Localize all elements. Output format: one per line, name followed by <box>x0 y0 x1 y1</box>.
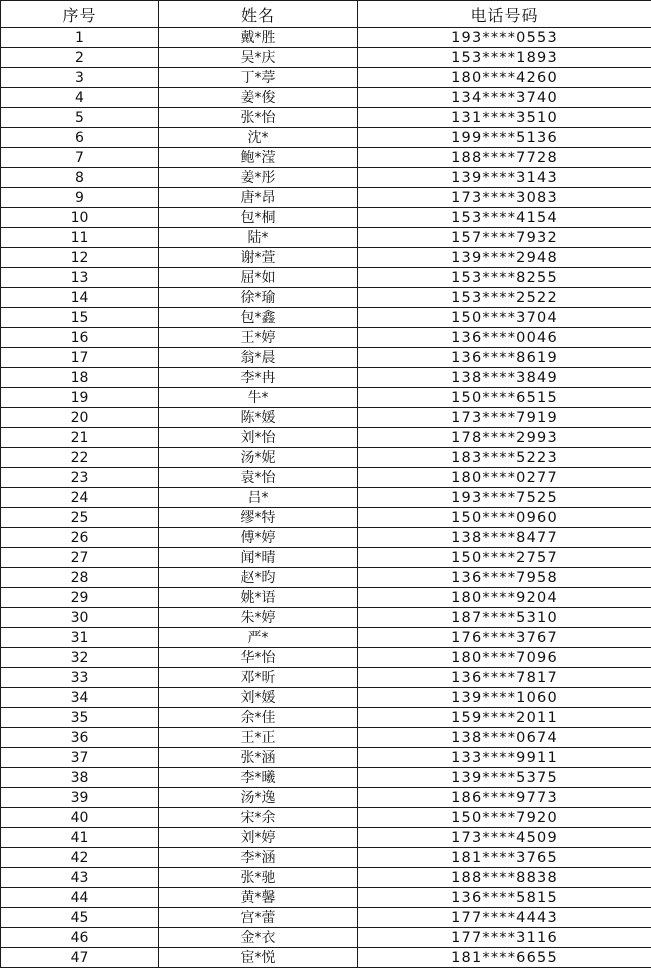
row-phone: 187****5310 <box>358 608 651 628</box>
row-name: 赵*昀 <box>159 568 358 588</box>
table-row <box>1 788 651 808</box>
row-phone: 139****3143 <box>358 168 651 188</box>
table-row <box>1 368 651 388</box>
table-row <box>1 608 651 628</box>
row-name: 李*涵 <box>159 848 358 868</box>
row-phone: 193****0553 <box>358 28 651 48</box>
table-row <box>1 248 651 268</box>
row-phone: 136****7958 <box>358 568 651 588</box>
table-row <box>1 548 651 568</box>
row-index: 17 <box>1 348 159 368</box>
table-row <box>1 428 651 448</box>
row-name: 牛* <box>159 388 358 408</box>
table-row <box>1 68 651 88</box>
row-name: 金*衣 <box>159 928 358 948</box>
table-row <box>1 668 651 688</box>
row-name: 吕* <box>159 488 358 508</box>
table-row <box>1 88 651 108</box>
row-index: 20 <box>1 408 159 428</box>
row-phone: 139****5375 <box>358 768 651 788</box>
table-row <box>1 728 651 748</box>
row-name: 张*驰 <box>159 868 358 888</box>
row-name: 包*鑫 <box>159 308 358 328</box>
row-name: 宋*余 <box>159 808 358 828</box>
row-name: 李*冉 <box>159 368 358 388</box>
table-row <box>1 508 651 528</box>
row-phone: 183****5223 <box>358 448 651 468</box>
row-index: 9 <box>1 188 159 208</box>
table-body <box>1 28 651 968</box>
table-row <box>1 228 651 248</box>
row-phone: 134****3740 <box>358 88 651 108</box>
row-phone: 153****4154 <box>358 208 651 228</box>
row-index: 40 <box>1 808 159 828</box>
table-row <box>1 688 651 708</box>
row-index: 33 <box>1 668 159 688</box>
row-index: 38 <box>1 768 159 788</box>
table-row <box>1 28 651 48</box>
row-index: 43 <box>1 868 159 888</box>
row-name: 丁*葶 <box>159 68 358 88</box>
row-phone: 133****9911 <box>358 748 651 768</box>
row-phone: 136****7817 <box>358 668 651 688</box>
table-row <box>1 568 651 588</box>
table-header <box>1 1 651 28</box>
row-phone: 178****2993 <box>358 428 651 448</box>
table-row <box>1 288 651 308</box>
row-name: 唐*昂 <box>159 188 358 208</box>
row-phone: 150****2757 <box>358 548 651 568</box>
row-name: 戴*胜 <box>159 28 358 48</box>
row-phone: 138****0674 <box>358 728 651 748</box>
table-row <box>1 168 651 188</box>
row-phone: 173****3083 <box>358 188 651 208</box>
row-name: 邓*昕 <box>159 668 358 688</box>
row-name: 鲍*滢 <box>159 148 358 168</box>
row-name: 徐*瑜 <box>159 288 358 308</box>
table-row <box>1 308 651 328</box>
row-index: 28 <box>1 568 159 588</box>
table-row <box>1 328 651 348</box>
row-phone: 181****6655 <box>358 948 651 968</box>
table-row <box>1 488 651 508</box>
row-phone: 150****3704 <box>358 308 651 328</box>
table-row <box>1 528 651 548</box>
table-row <box>1 448 651 468</box>
row-phone: 153****1893 <box>358 48 651 68</box>
table-row <box>1 868 651 888</box>
row-index: 10 <box>1 208 159 228</box>
row-name: 沈* <box>159 128 358 148</box>
table-row <box>1 148 651 168</box>
row-index: 21 <box>1 428 159 448</box>
row-index: 1 <box>1 28 159 48</box>
table-row <box>1 108 651 128</box>
row-index: 35 <box>1 708 159 728</box>
row-phone: 188****7728 <box>358 148 651 168</box>
table-row <box>1 808 651 828</box>
row-name: 姚*语 <box>159 588 358 608</box>
row-phone: 150****6515 <box>358 388 651 408</box>
row-index: 25 <box>1 508 159 528</box>
row-index: 2 <box>1 48 159 68</box>
row-index: 6 <box>1 128 159 148</box>
table-row <box>1 828 651 848</box>
row-name: 屈*如 <box>159 268 358 288</box>
row-index: 15 <box>1 308 159 328</box>
header-name: 姓名 <box>159 1 358 28</box>
row-index: 12 <box>1 248 159 268</box>
row-name: 张*涵 <box>159 748 358 768</box>
row-index: 11 <box>1 228 159 248</box>
row-phone: 186****9773 <box>358 788 651 808</box>
row-index: 14 <box>1 288 159 308</box>
row-name: 李*曦 <box>159 768 358 788</box>
row-phone: 150****7920 <box>358 808 651 828</box>
row-name: 陈*媛 <box>159 408 358 428</box>
row-index: 19 <box>1 388 159 408</box>
row-name: 严* <box>159 628 358 648</box>
table-row <box>1 188 651 208</box>
table-row <box>1 348 651 368</box>
row-name: 华*怡 <box>159 648 358 668</box>
row-index: 47 <box>1 948 159 968</box>
row-index: 24 <box>1 488 159 508</box>
table-row <box>1 128 651 148</box>
table-row <box>1 468 651 488</box>
row-phone: 176****3767 <box>358 628 651 648</box>
row-name: 刘*婷 <box>159 828 358 848</box>
row-index: 5 <box>1 108 159 128</box>
table-row <box>1 888 651 908</box>
row-phone: 177****4443 <box>358 908 651 928</box>
row-phone: 180****4260 <box>358 68 651 88</box>
row-index: 3 <box>1 68 159 88</box>
row-phone: 180****7096 <box>358 648 651 668</box>
row-phone: 136****0046 <box>358 328 651 348</box>
row-phone: 180****9204 <box>358 588 651 608</box>
header-index: 序号 <box>1 1 159 28</box>
row-name: 朱*婷 <box>159 608 358 628</box>
row-index: 32 <box>1 648 159 668</box>
row-index: 29 <box>1 588 159 608</box>
table-row <box>1 268 651 288</box>
row-phone: 139****2948 <box>358 248 651 268</box>
table-row <box>1 48 651 68</box>
row-name: 王*正 <box>159 728 358 748</box>
row-phone: 153****8255 <box>358 268 651 288</box>
row-name: 王*婷 <box>159 328 358 348</box>
row-name: 刘*怡 <box>159 428 358 448</box>
row-phone: 180****0277 <box>358 468 651 488</box>
row-index: 22 <box>1 448 159 468</box>
row-index: 13 <box>1 268 159 288</box>
row-name: 刘*媛 <box>159 688 358 708</box>
row-name: 宦*悦 <box>159 948 358 968</box>
table-row <box>1 388 651 408</box>
row-name: 张*怡 <box>159 108 358 128</box>
row-phone: 173****4509 <box>358 828 651 848</box>
row-phone: 153****2522 <box>358 288 651 308</box>
row-name: 汤*逸 <box>159 788 358 808</box>
table-row <box>1 208 651 228</box>
row-index: 26 <box>1 528 159 548</box>
row-index: 37 <box>1 748 159 768</box>
row-name: 缪*特 <box>159 508 358 528</box>
row-index: 36 <box>1 728 159 748</box>
row-name: 翁*晨 <box>159 348 358 368</box>
row-phone: 177****3116 <box>358 928 651 948</box>
row-phone: 138****3849 <box>358 368 651 388</box>
row-phone: 199****5136 <box>358 128 651 148</box>
row-index: 31 <box>1 628 159 648</box>
row-name: 姜*俊 <box>159 88 358 108</box>
row-name: 姜*彤 <box>159 168 358 188</box>
row-name: 袁*怡 <box>159 468 358 488</box>
row-index: 8 <box>1 168 159 188</box>
table-row <box>1 768 651 788</box>
row-name: 闻*晴 <box>159 548 358 568</box>
table-row <box>1 908 651 928</box>
row-index: 41 <box>1 828 159 848</box>
row-name: 陆* <box>159 228 358 248</box>
row-index: 23 <box>1 468 159 488</box>
row-index: 44 <box>1 888 159 908</box>
table-row <box>1 748 651 768</box>
row-index: 39 <box>1 788 159 808</box>
row-name: 汤*妮 <box>159 448 358 468</box>
table-row <box>1 708 651 728</box>
row-phone: 136****8619 <box>358 348 651 368</box>
header-phone: 电话号码 <box>358 1 651 28</box>
row-phone: 159****2011 <box>358 708 651 728</box>
table-row <box>1 628 651 648</box>
table-row <box>1 928 651 948</box>
row-phone: 157****7932 <box>358 228 651 248</box>
row-index: 16 <box>1 328 159 348</box>
row-index: 27 <box>1 548 159 568</box>
row-phone: 138****8477 <box>358 528 651 548</box>
row-index: 30 <box>1 608 159 628</box>
table-row <box>1 408 651 428</box>
row-name: 余*佳 <box>159 708 358 728</box>
row-phone: 136****5815 <box>358 888 651 908</box>
header-row <box>1 1 651 28</box>
row-name: 傅*婷 <box>159 528 358 548</box>
row-index: 34 <box>1 688 159 708</box>
table-row <box>1 948 651 968</box>
row-index: 4 <box>1 88 159 108</box>
table-row <box>1 848 651 868</box>
row-name: 宫*蕾 <box>159 908 358 928</box>
table-row <box>1 588 651 608</box>
row-phone: 139****1060 <box>358 688 651 708</box>
row-name: 包*桐 <box>159 208 358 228</box>
row-name: 谢*萱 <box>159 248 358 268</box>
row-index: 45 <box>1 908 159 928</box>
row-index: 46 <box>1 928 159 948</box>
row-index: 42 <box>1 848 159 868</box>
row-name: 黄*馨 <box>159 888 358 908</box>
row-phone: 188****8838 <box>358 868 651 888</box>
row-phone: 131****3510 <box>358 108 651 128</box>
row-index: 7 <box>1 148 159 168</box>
row-phone: 173****7919 <box>358 408 651 428</box>
row-phone: 150****0960 <box>358 508 651 528</box>
row-name: 吴*庆 <box>159 48 358 68</box>
row-phone: 181****3765 <box>358 848 651 868</box>
row-index: 18 <box>1 368 159 388</box>
row-phone: 193****7525 <box>358 488 651 508</box>
table-row <box>1 648 651 668</box>
